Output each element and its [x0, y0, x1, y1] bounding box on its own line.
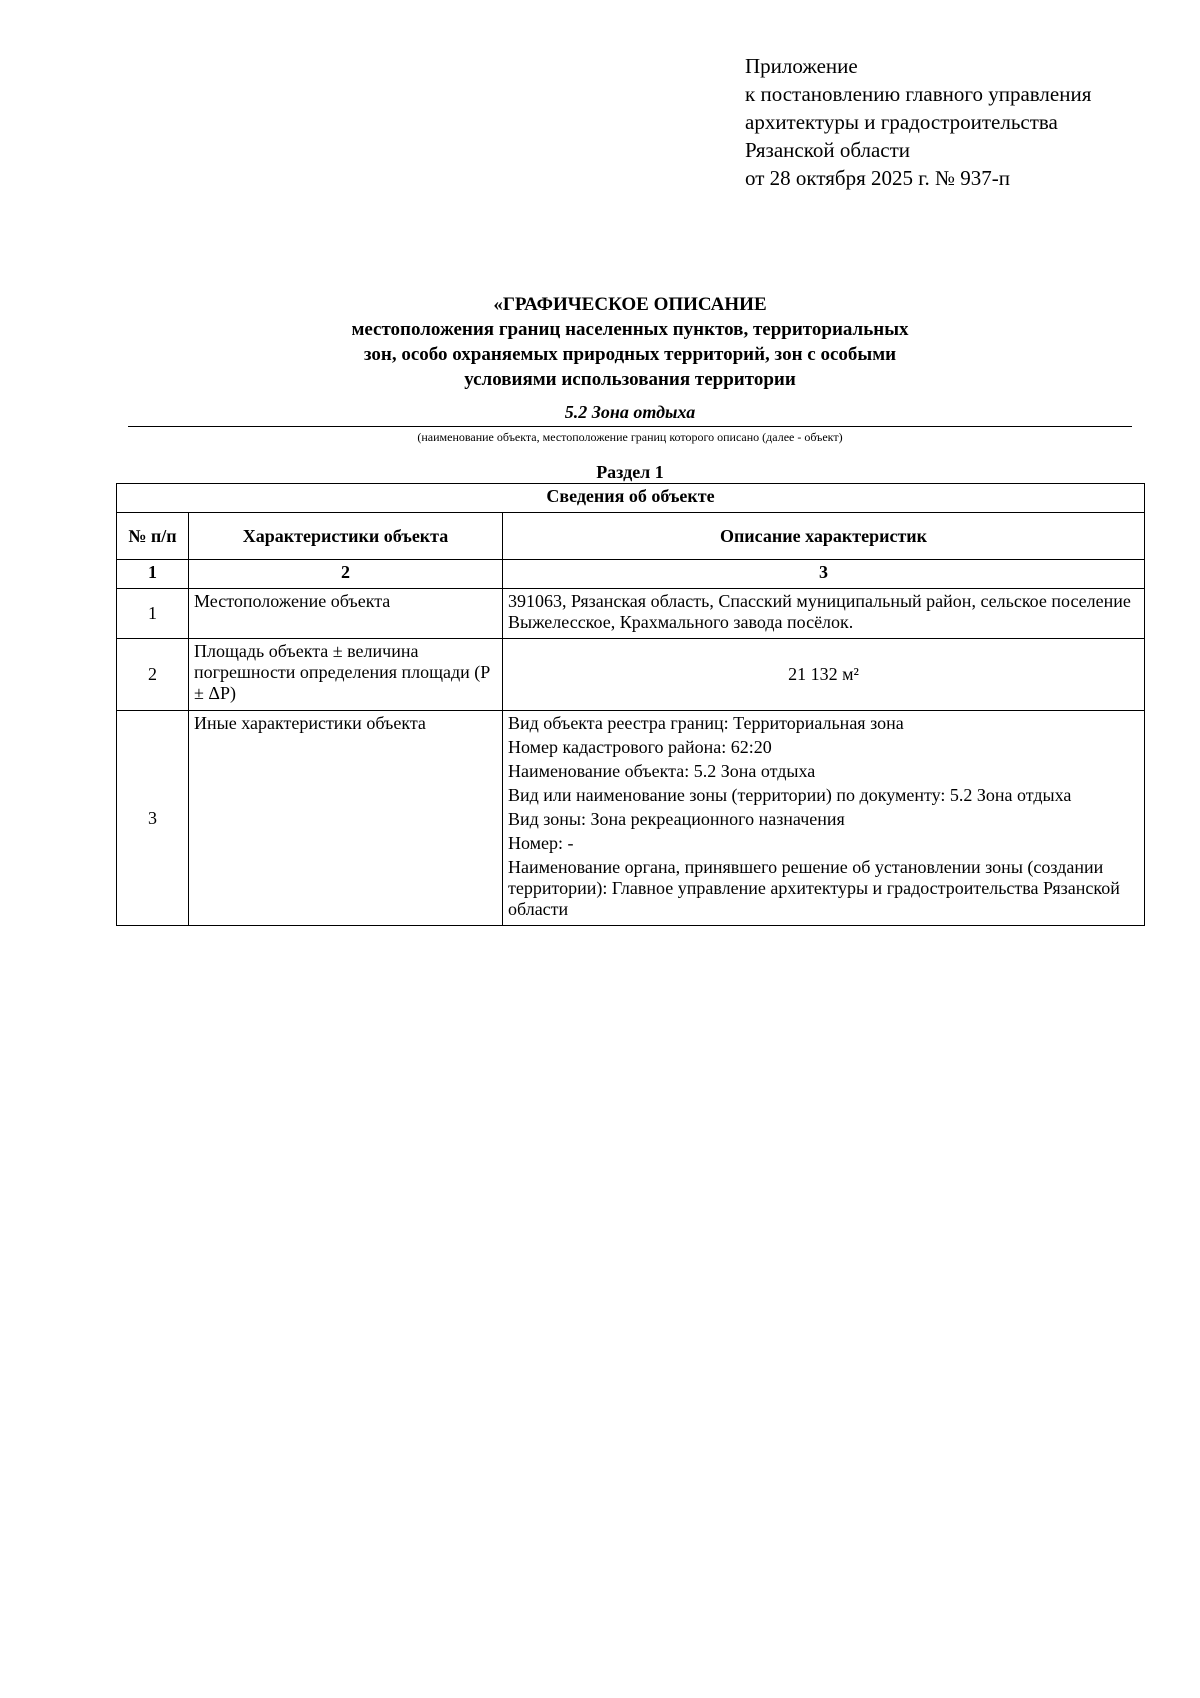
title-line: условиями использования территории — [464, 369, 796, 390]
table-row — [117, 639, 1145, 711]
description-line: 21 132 м² — [788, 664, 859, 684]
row-description — [503, 589, 1145, 639]
table-row — [117, 711, 1145, 926]
table-colnum-row — [117, 560, 1145, 589]
row-num: 2 — [117, 639, 189, 711]
header-description: Описание характеристик — [503, 513, 1145, 560]
table-title: Сведения об объекте — [117, 484, 1145, 513]
object-caption: (наименование объекта, местоположение границ которого описано (далее - объект) — [417, 430, 843, 444]
header-num: № п/п — [117, 513, 189, 560]
table-title-row — [117, 484, 1145, 513]
description-line: Номер: - — [508, 833, 574, 853]
table-row — [117, 589, 1145, 639]
description-line: Вид зоны: Зона рекреационного назначения — [508, 809, 845, 829]
document-title — [128, 292, 1132, 392]
title-line: «ГРАФИЧЕСКОЕ ОПИСАНИЕ — [493, 294, 767, 315]
title-line: зон, особо охраняемых природных территорий, зон с особыми — [363, 344, 897, 365]
description-line: 391063, Рязанская область, Спасский муниципальный район, сельское поселение Выжелесское, Крахмального завода посёлок. — [508, 591, 1131, 632]
appendix-line: от 28 октября 2025 г. № 937-п — [745, 166, 1010, 190]
header-characteristics: Характеристики объекта — [189, 513, 503, 560]
row-name: Местоположение объекта — [189, 589, 503, 639]
row-num: 1 — [117, 589, 189, 639]
description-line: Вид объекта реестра границ: Территориальная зона — [508, 713, 904, 733]
table-header-row — [117, 513, 1145, 560]
description-line: Номер кадастрового района: 62:20 — [508, 737, 772, 757]
appendix-line: архитектуры и градостроительства — [745, 110, 1058, 134]
appendix-line: Приложение — [745, 54, 858, 78]
row-num: 3 — [117, 711, 189, 926]
row-name: Иные характеристики объекта — [189, 711, 503, 926]
appendix-block — [745, 52, 1185, 192]
row-name: Площадь объекта ± величина погрешности определения площади (Р ± ΔР) — [189, 639, 503, 711]
description-line: Наименование органа, принявшего решение об установлении зоны (создании территории): Главное управление архитектуры и градостроительства Рязанской области — [508, 857, 1120, 919]
colnum-3: 3 — [503, 560, 1145, 589]
appendix-line: к постановлению главного управления — [745, 82, 1092, 106]
colnum-2: 2 — [189, 560, 503, 589]
title-line: местоположения границ населенных пунктов, территориальных — [351, 319, 909, 340]
description-line: Вид или наименование зоны (территории) по документу: 5.2 Зона отдыха — [508, 785, 1072, 805]
appendix-line: Рязанской области — [745, 138, 911, 162]
colnum-1: 1 — [117, 560, 189, 589]
object-info-table — [116, 483, 1145, 926]
object-name: 5.2 Зона отдыха — [564, 402, 696, 422]
description-line: Наименование объекта: 5.2 Зона отдыха — [508, 761, 816, 781]
section-title: Раздел 1 — [596, 462, 664, 482]
object-underline — [128, 426, 1132, 427]
row-description — [503, 639, 1145, 711]
row-description — [503, 711, 1145, 926]
